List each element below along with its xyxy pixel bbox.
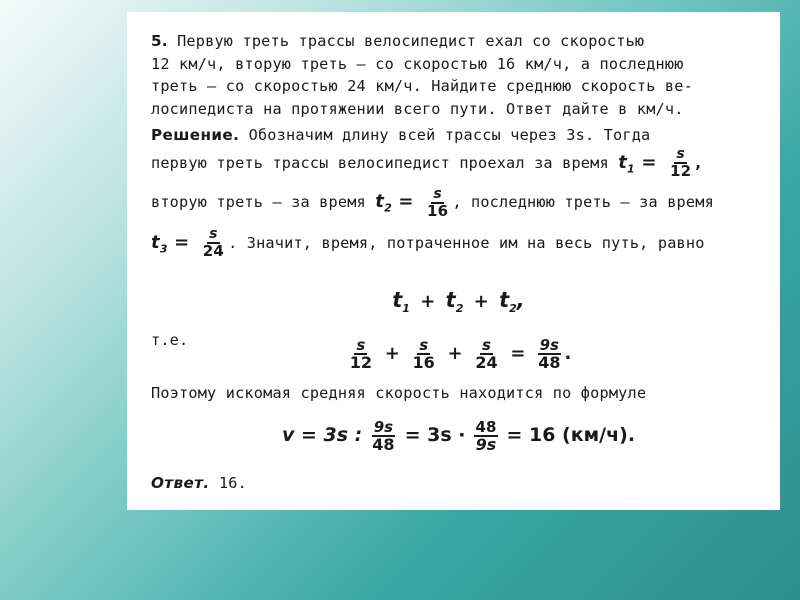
average-speed-equation: v = 3s : $\frac{9s}{48}$ = 3s · $\frac{48}{9s}$ = 16 (км/ч). <box>281 418 636 455</box>
fraction-s-over-12: $\frac{s}{12}$ <box>669 146 692 180</box>
fraction-s-over-24: $\frac{s}{24}$ <box>202 226 225 261</box>
t2-formula: $t_2$ = <box>375 191 414 215</box>
solution-text: Решение. Обозначим длину всей трассы через 3s. Тогда первую треть трассы велосипедист проехал за время $t_1$ = $\frac{s}{12}$ , вторую треть — за время $t_2$ = $\frac{s}{16}$ , последнюю треть — за время $t_3$ = $\frac{s}{24}$ . Значит, время, потраченное им на весь путь, равно <box>151 126 714 261</box>
answer-line <box>151 472 766 495</box>
problem-number: 5. <box>151 32 168 50</box>
t1-formula: $t_1$ = <box>618 151 657 176</box>
textbook-page <box>127 12 780 510</box>
answer-label: Ответ. <box>151 474 210 493</box>
fraction-s-over-16: $\frac{s}{16}$ <box>427 185 449 220</box>
formula-intro: Поэтому искомая средняя скорость находится по формуле <box>151 383 647 402</box>
answer-value: 16. <box>218 474 247 493</box>
solution-label: Решение. <box>151 126 240 144</box>
te-label: т.е. <box>151 331 189 350</box>
t3-formula: $t_3$ = <box>151 231 190 256</box>
total-time-equation: $t_1 + t_2 + t_2$, <box>392 288 525 316</box>
cropped-header-fragment <box>377 12 577 16</box>
problem-text: 5. Первую треть трассы велосипедист ехал со скоростью 12 км/ч, вторую треть — со скоростью 16 км/ч, а последнюю треть — со скоростью 24 км/ч. Найдите среднюю скорость ве- лосипедиста на протяжении всего пути. Ответ дайте в км/ч. <box>151 32 693 118</box>
fraction-sum-equation: $\frac{s}{12}$ + $\frac{s}{16}$ + $\frac{s}{24}$ = $\frac{9s}{48}$ . <box>349 335 572 372</box>
